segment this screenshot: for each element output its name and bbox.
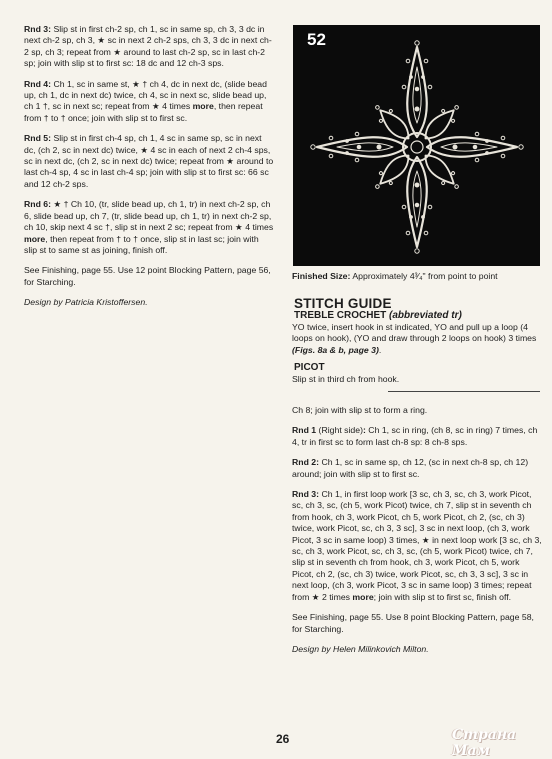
rnd4-paragraph <box>24 79 274 125</box>
designer-credit-right: Design by Helen Milinkovich Milton. <box>292 643 429 654</box>
site-watermark: Страна Мам <box>452 727 517 759</box>
treble-crochet-title: TREBLE CROCHET <box>294 310 387 321</box>
rnd3-label: Rnd 3: <box>24 24 52 34</box>
rnd1-side: (Right side) <box>316 425 363 436</box>
rnd3-right-paragraph <box>292 489 542 603</box>
rnd3-right-text-a: Ch 1, in first loop work [3 sc, ch 3, sc, ch 3, work Picot, sc, ch 3, sc, (ch 5, work Picot) twice, ch 7, slip st in seventh ch from hook, ch 3, work Picot, ch 5, work Picot, ch 2, (sc, ch 3) twice, work Picot, sc, ch 3, 3 sc], 3 sc in next loop, (ch 3, work Picot, 3 sc in same loop) 3 times, ★ in next loop work [3 sc, ch 3, sc, ch 3, work Picot, sc, ch 3, sc, (ch 5, work Picot) twice, ch 7, slip st in seventh ch from hook, ch 3, work Picot, ch 5, work Picot, ch 2, (sc, ch 3) twice, work Picot, sc, ch 3, 3 sc], 3 sc in next loop, (ch 3, work Picot, 3 sc in same loop) 3 times; repeat from ★ 2 times <box>292 489 542 602</box>
rnd3-right-text-b: ; join with slip st to first sc, finish off. <box>373 591 512 602</box>
treble-figs-ref: (Figs. 8a & b, page 3) <box>292 344 379 355</box>
page-number: 26 <box>276 732 290 746</box>
rnd4-more: more <box>192 101 214 112</box>
rnd4-text-a: Ch 1, sc in same st, ★ † ch 4, dc in next dc, (slide bead up, ch 1, dc in next dc) twice, ch 4, sc in next sc, slide bead up, ch 1 †, sc in next sc; repeat from ★ 4 times <box>24 78 267 112</box>
rnd4-label: Rnd 4: <box>24 78 52 89</box>
rnd5-paragraph <box>24 133 274 190</box>
rnd1-label: Rnd 1 <box>292 425 317 436</box>
treble-text-a: YO twice, insert hook in st indicated, YO and pull up a loop (4 loops on hook), (YO and draw through 2 loops on hook) 3 times <box>292 322 537 344</box>
rnd1-paragraph <box>292 425 542 448</box>
picot-heading: PICOT <box>294 362 325 373</box>
pattern-number: 52 <box>307 30 326 49</box>
rnd5-text: Slip st in first ch-4 sp, ch 1, 4 sc in same sp, sc in next dc, (ch 2, sc in next dc) twice, ★ 4 sc in each of next 2 ch-4 sps, sc in next dc, (ch 2, sc in next dc) twice; repeat from ★ around to last ch-4 sp, 4 sc in last ch-4 sp; join with slip st to first sc: 66 sc and 12 ch-2 sps. <box>24 133 274 189</box>
rnd2-text: Ch 1, sc in same sp, ch 12, (sc in next ch-8 sp, ch 12) around; join with slip st to first sc. <box>292 457 529 479</box>
rnd1-text: Ch 1, sc in ring, (ch 8, sc in ring) 7 times, ch 4, tr in first sc to form last ch-8 sp: 8 ch-8 sps. <box>292 425 538 447</box>
rnd3-right-more: more <box>352 591 374 602</box>
finishing-note-right: See Finishing, page 55. Use 8 point Blocking Pattern, page 58, for Starching. <box>292 612 534 634</box>
right-pattern <box>292 405 542 664</box>
treble-crochet-text <box>292 322 542 356</box>
finished-size <box>292 271 542 282</box>
picot-text: Slip st in third ch from hook. <box>292 374 400 384</box>
rnd5-label: Rnd 5: <box>24 133 52 144</box>
snowflake-photo <box>293 25 540 266</box>
stitch-guide-heading: STITCH GUIDE <box>294 296 392 311</box>
rnd6-text-a: ★ † Ch 10, (tr, slide bead up, ch 1, tr) in next ch-2 sp, ch 6, slide bead up, ch 7, (tr, slide bead up, ch 1, tr) in next ch-2 sp, ch 10, skip next 4 sc †, slip st in next 2 sc; repeat from ★ 4 times <box>24 199 274 233</box>
finished-size-label: Finished Size: <box>292 271 351 281</box>
rnd4-text-b: , then repeat from † to † once; join with slip st to first sc. <box>24 101 263 123</box>
rnd6-paragraph <box>24 199 274 256</box>
rnd2-label: Rnd 2: <box>292 457 320 468</box>
treble-crochet-abbr: (abbreviated tr) <box>389 310 462 321</box>
designer-credit-left: Design by Patricia Kristoffersen. <box>24 297 148 308</box>
rnd3-text: Slip st in first ch-2 sp, ch 1, sc in same sp, ch 3, 3 dc in next ch-2 sp, ch 3, ★ sc in next 2 ch-2 sps, ch 3, 3 dc in next ch-2 sp, ch 3; repeat from ★ around to last ch-2 sp, sc in last ch-2 sp; join with slip st to first sc: 18 dc and 12 ch-3 sps. <box>24 24 272 69</box>
finishing-note-left: See Finishing, page 55. Use 12 point Blocking Pattern, page 56, for Starching. <box>24 265 271 287</box>
rnd6-more: more <box>24 233 46 244</box>
rnd1-colon: : <box>362 425 366 436</box>
treble-text-b: . <box>378 344 382 355</box>
treble-crochet-heading <box>294 310 462 321</box>
finished-size-text: Approximately 4³⁄₄" from point to point <box>352 271 498 281</box>
rnd2-paragraph <box>292 457 542 480</box>
snowflake-image <box>293 25 540 266</box>
rnd6-text-b: , then repeat from † to † once, slip st in last sc; join with slip st to same st as joining, finish off. <box>24 233 259 255</box>
rnd3-paragraph <box>24 24 274 70</box>
section-divider <box>388 391 540 392</box>
left-column <box>24 24 274 318</box>
rnd6-label: Rnd 6: <box>24 199 52 210</box>
rnd3-right-label: Rnd 3: <box>292 489 320 500</box>
start-instruction: Ch 8; join with slip st to form a ring. <box>292 405 428 415</box>
